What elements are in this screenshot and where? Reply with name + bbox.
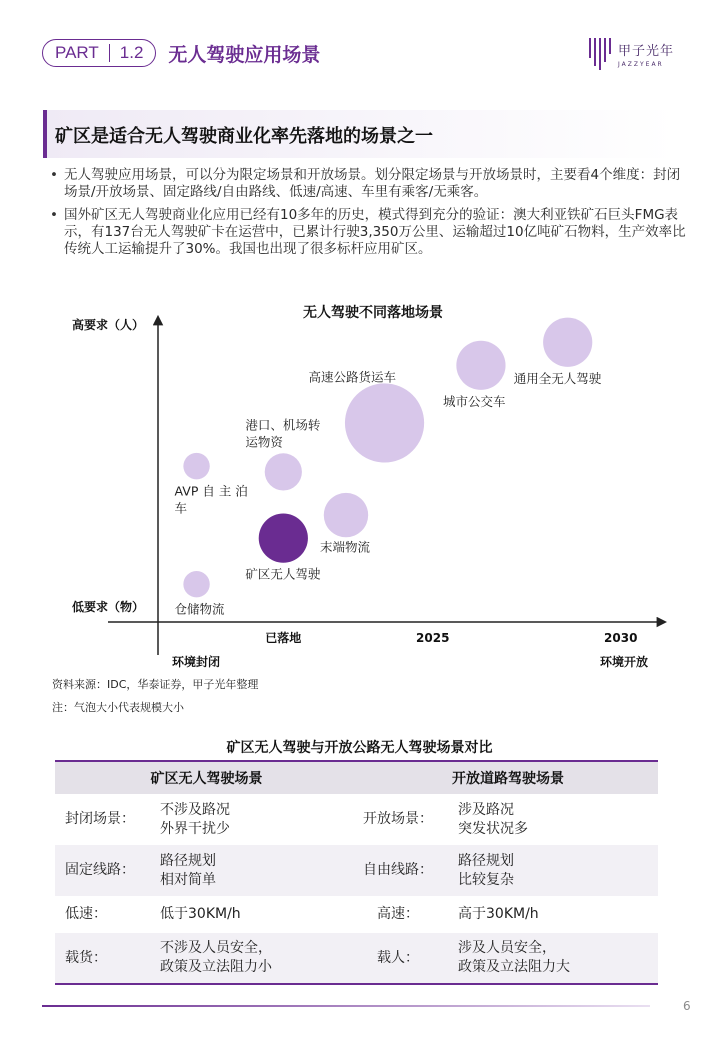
row-left-value: 低于30KM/h <box>160 906 241 922</box>
part-number: 1.2 <box>119 43 144 62</box>
table-row <box>55 933 658 984</box>
bubble-label: AVP 自 主 泊 <box>174 483 248 499</box>
table-header-row <box>55 761 658 794</box>
part-badge <box>42 39 156 67</box>
chart-note: 注：气泡大小代表规模大小 <box>52 701 184 714</box>
row-right-value: 涉及人员安全， 政策及立法阻力大 <box>458 933 658 984</box>
comparison-table <box>55 760 658 985</box>
y-label-top: 高要求（人） <box>72 318 145 332</box>
row-right-value: 涉及路况 突发状况多 <box>458 801 528 837</box>
x-label-left: 环境封闭 <box>172 655 221 669</box>
bubble-label: 末端物流 <box>319 539 370 555</box>
part-label: PART <box>55 43 99 62</box>
row-left-label: 封闭场景： <box>65 811 135 827</box>
row-right-value: 路径规划 比较复杂 <box>458 845 658 896</box>
table-header-mine: 矿区无人驾驶场景 <box>55 761 358 794</box>
bullet-item: • 无人驾驶应用场景，可以分为限定场景和开放场景。划分限定场景与开放场景时，主要看4个维度：封闭场景/开放场景、固定路线/自由路线、低速/高速、车里有乘客/无乘客。 <box>48 167 688 201</box>
bubble-label: 港口、机场转 <box>245 417 321 433</box>
bubble-point <box>259 514 308 563</box>
bullet-list <box>48 167 688 264</box>
table-row <box>55 794 658 845</box>
row-left-value: 路径规划 相对简单 <box>160 845 358 896</box>
bubble-point <box>183 571 209 597</box>
bubble-label: 城市公交车 <box>442 393 506 409</box>
bubble-label: 矿区无人驾驶 <box>245 566 321 582</box>
page-header <box>42 37 320 69</box>
chart-source: 资料来源：IDC，华泰证券，甲子光年整理 <box>52 678 259 691</box>
bubble-point <box>183 453 209 479</box>
bubble-label: 运物资 <box>245 434 283 450</box>
row-right-label: 自由线路： <box>358 845 458 896</box>
table-row <box>55 896 658 933</box>
part-divider <box>109 44 110 62</box>
chart-title: 无人驾驶不同落地场景 <box>303 305 443 321</box>
row-left-label: 低速： <box>65 906 107 922</box>
bubble-chart-svg <box>40 295 680 675</box>
bubble-point <box>324 493 368 537</box>
logo-mark-icon <box>588 36 612 72</box>
table-header-open: 开放道路驾驶场景 <box>358 761 658 794</box>
bubble-point <box>345 383 424 462</box>
table-row <box>55 845 658 896</box>
section-accent <box>43 110 47 158</box>
section-title: 矿区是适合无人驾驶商业化率先落地的场景之一 <box>55 126 433 147</box>
row-left-value: 不涉及人员安全， 政策及立法阻力小 <box>160 933 358 984</box>
bubble-label: 车 <box>174 500 188 516</box>
row-right-value: 高于30KM/h <box>458 906 539 922</box>
row-left-label: 载货： <box>55 933 160 984</box>
page-number: 6 <box>683 999 691 1013</box>
brand-logo <box>588 36 674 72</box>
row-right-label: 开放场景： <box>363 811 433 827</box>
bullet-item: • 国外矿区无人驾驶商业化应用已经有10多年的历史，模式得到充分的验证：澳大利亚铁矿石巨头FMG表示，有137台无人驾驶矿卡在运营中，已累计行驶3,350万公里、运输超过10亿吨矿石物料，生产效率比传统人工运输提升了30%。我国也出现了很多标杆应用矿区。 <box>48 207 688 258</box>
row-right-label: 载人： <box>358 933 458 984</box>
y-label-bottom: 低要求（物） <box>72 600 145 614</box>
logo-name-cn: 甲子光年 <box>618 44 675 59</box>
table-title: 矿区无人驾驶与开放公路无人驾驶场景对比 <box>226 740 493 756</box>
section-title-bar <box>43 110 676 158</box>
row-left-value: 不涉及路况 外界干扰少 <box>160 801 230 837</box>
bubble-label: 高速公路货运车 <box>308 369 397 385</box>
bubble-point <box>265 453 302 490</box>
x-tick-label: 2030 <box>604 631 638 645</box>
header-title: 无人驾驶应用场景 <box>168 43 321 66</box>
footer-divider <box>42 1005 650 1007</box>
bubble-point <box>543 318 592 367</box>
x-label-right: 环境开放 <box>600 655 649 669</box>
bubble-chart <box>40 295 680 675</box>
row-left-label: 固定线路： <box>55 845 160 896</box>
logo-name-en: JAZZYEAR <box>618 61 664 68</box>
bubble-label: 通用全无人驾驶 <box>513 370 602 386</box>
x-tick-label: 已落地 <box>265 631 302 645</box>
bubble-point <box>456 341 505 390</box>
bubble-label: 仓储物流 <box>174 601 225 617</box>
row-right-label: 高速： <box>377 906 419 922</box>
x-tick-label: 2025 <box>416 631 450 645</box>
